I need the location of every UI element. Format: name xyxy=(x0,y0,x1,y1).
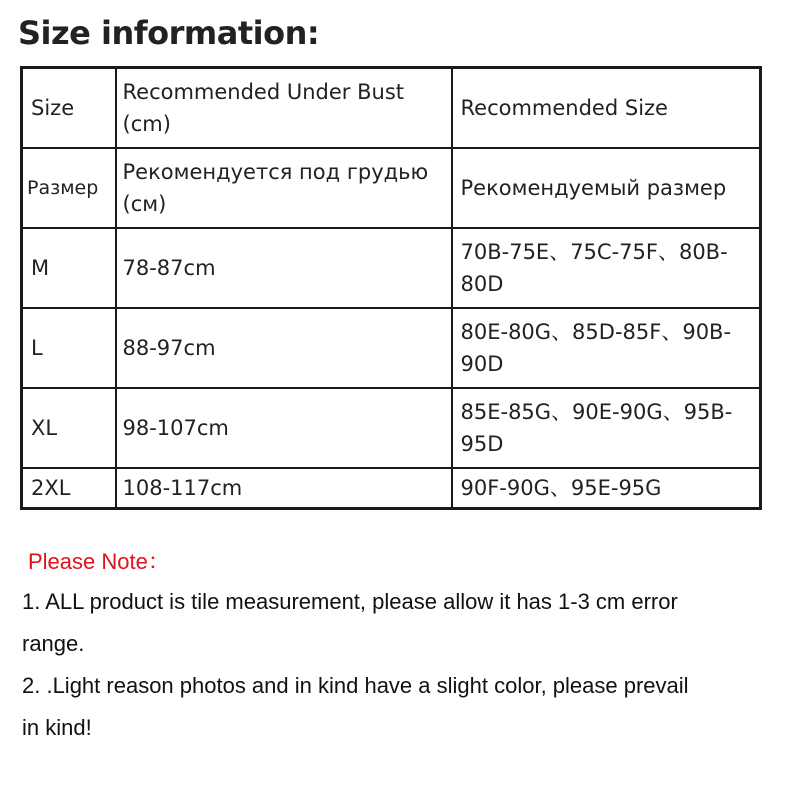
table-header-row-ru xyxy=(22,148,761,228)
rec-size-cell: 70B-75E、75C-75F、80B-80D xyxy=(452,228,761,308)
table-row xyxy=(22,388,761,468)
note-title: Please Note： xyxy=(28,549,170,574)
page-title: Size information: xyxy=(18,14,320,52)
rec-size-cell: 80E-80G、85D-85F、90B-90D xyxy=(452,308,761,388)
rec-size-cell: 85E-85G、90E-90G、95B-95D xyxy=(452,388,761,468)
header-rec-size-ru: Рекомендуемый размер xyxy=(452,148,761,228)
under-bust-cell: 78-87cm xyxy=(116,228,452,308)
note-line-2: 2. .Light reason photos and in kind have a slight color, please prevail xyxy=(22,673,689,698)
under-bust-cell: 108-117cm xyxy=(116,468,452,509)
table-row xyxy=(22,308,761,388)
under-bust-cell: 88-97cm xyxy=(116,308,452,388)
note-line-1-continued: range. xyxy=(22,631,85,656)
size-cell: L xyxy=(22,308,116,388)
note-line-2-continued: in kind! xyxy=(22,715,92,740)
header-under-bust-ru: Рекомендуется под грудью (см) xyxy=(116,148,452,228)
under-bust-cell: 98-107cm xyxy=(116,388,452,468)
size-cell: M xyxy=(22,228,116,308)
size-cell: 2XL xyxy=(22,468,116,509)
header-size-ru: Размер xyxy=(22,148,116,228)
header-size-en: Size xyxy=(22,68,116,148)
header-under-bust-en: Recommended Under Bust (cm) xyxy=(116,68,452,148)
size-table xyxy=(20,66,762,510)
note-line-1: 1. ALL product is tile measurement, please allow it has 1-3 cm error xyxy=(22,589,678,614)
header-rec-size-en: Recommended Size xyxy=(452,68,761,148)
table-header-row-en xyxy=(22,68,761,148)
rec-size-cell: 90F-90G、95E-95G xyxy=(452,468,761,509)
table-row xyxy=(22,228,761,308)
size-cell: XL xyxy=(22,388,116,468)
table-row xyxy=(22,468,761,509)
